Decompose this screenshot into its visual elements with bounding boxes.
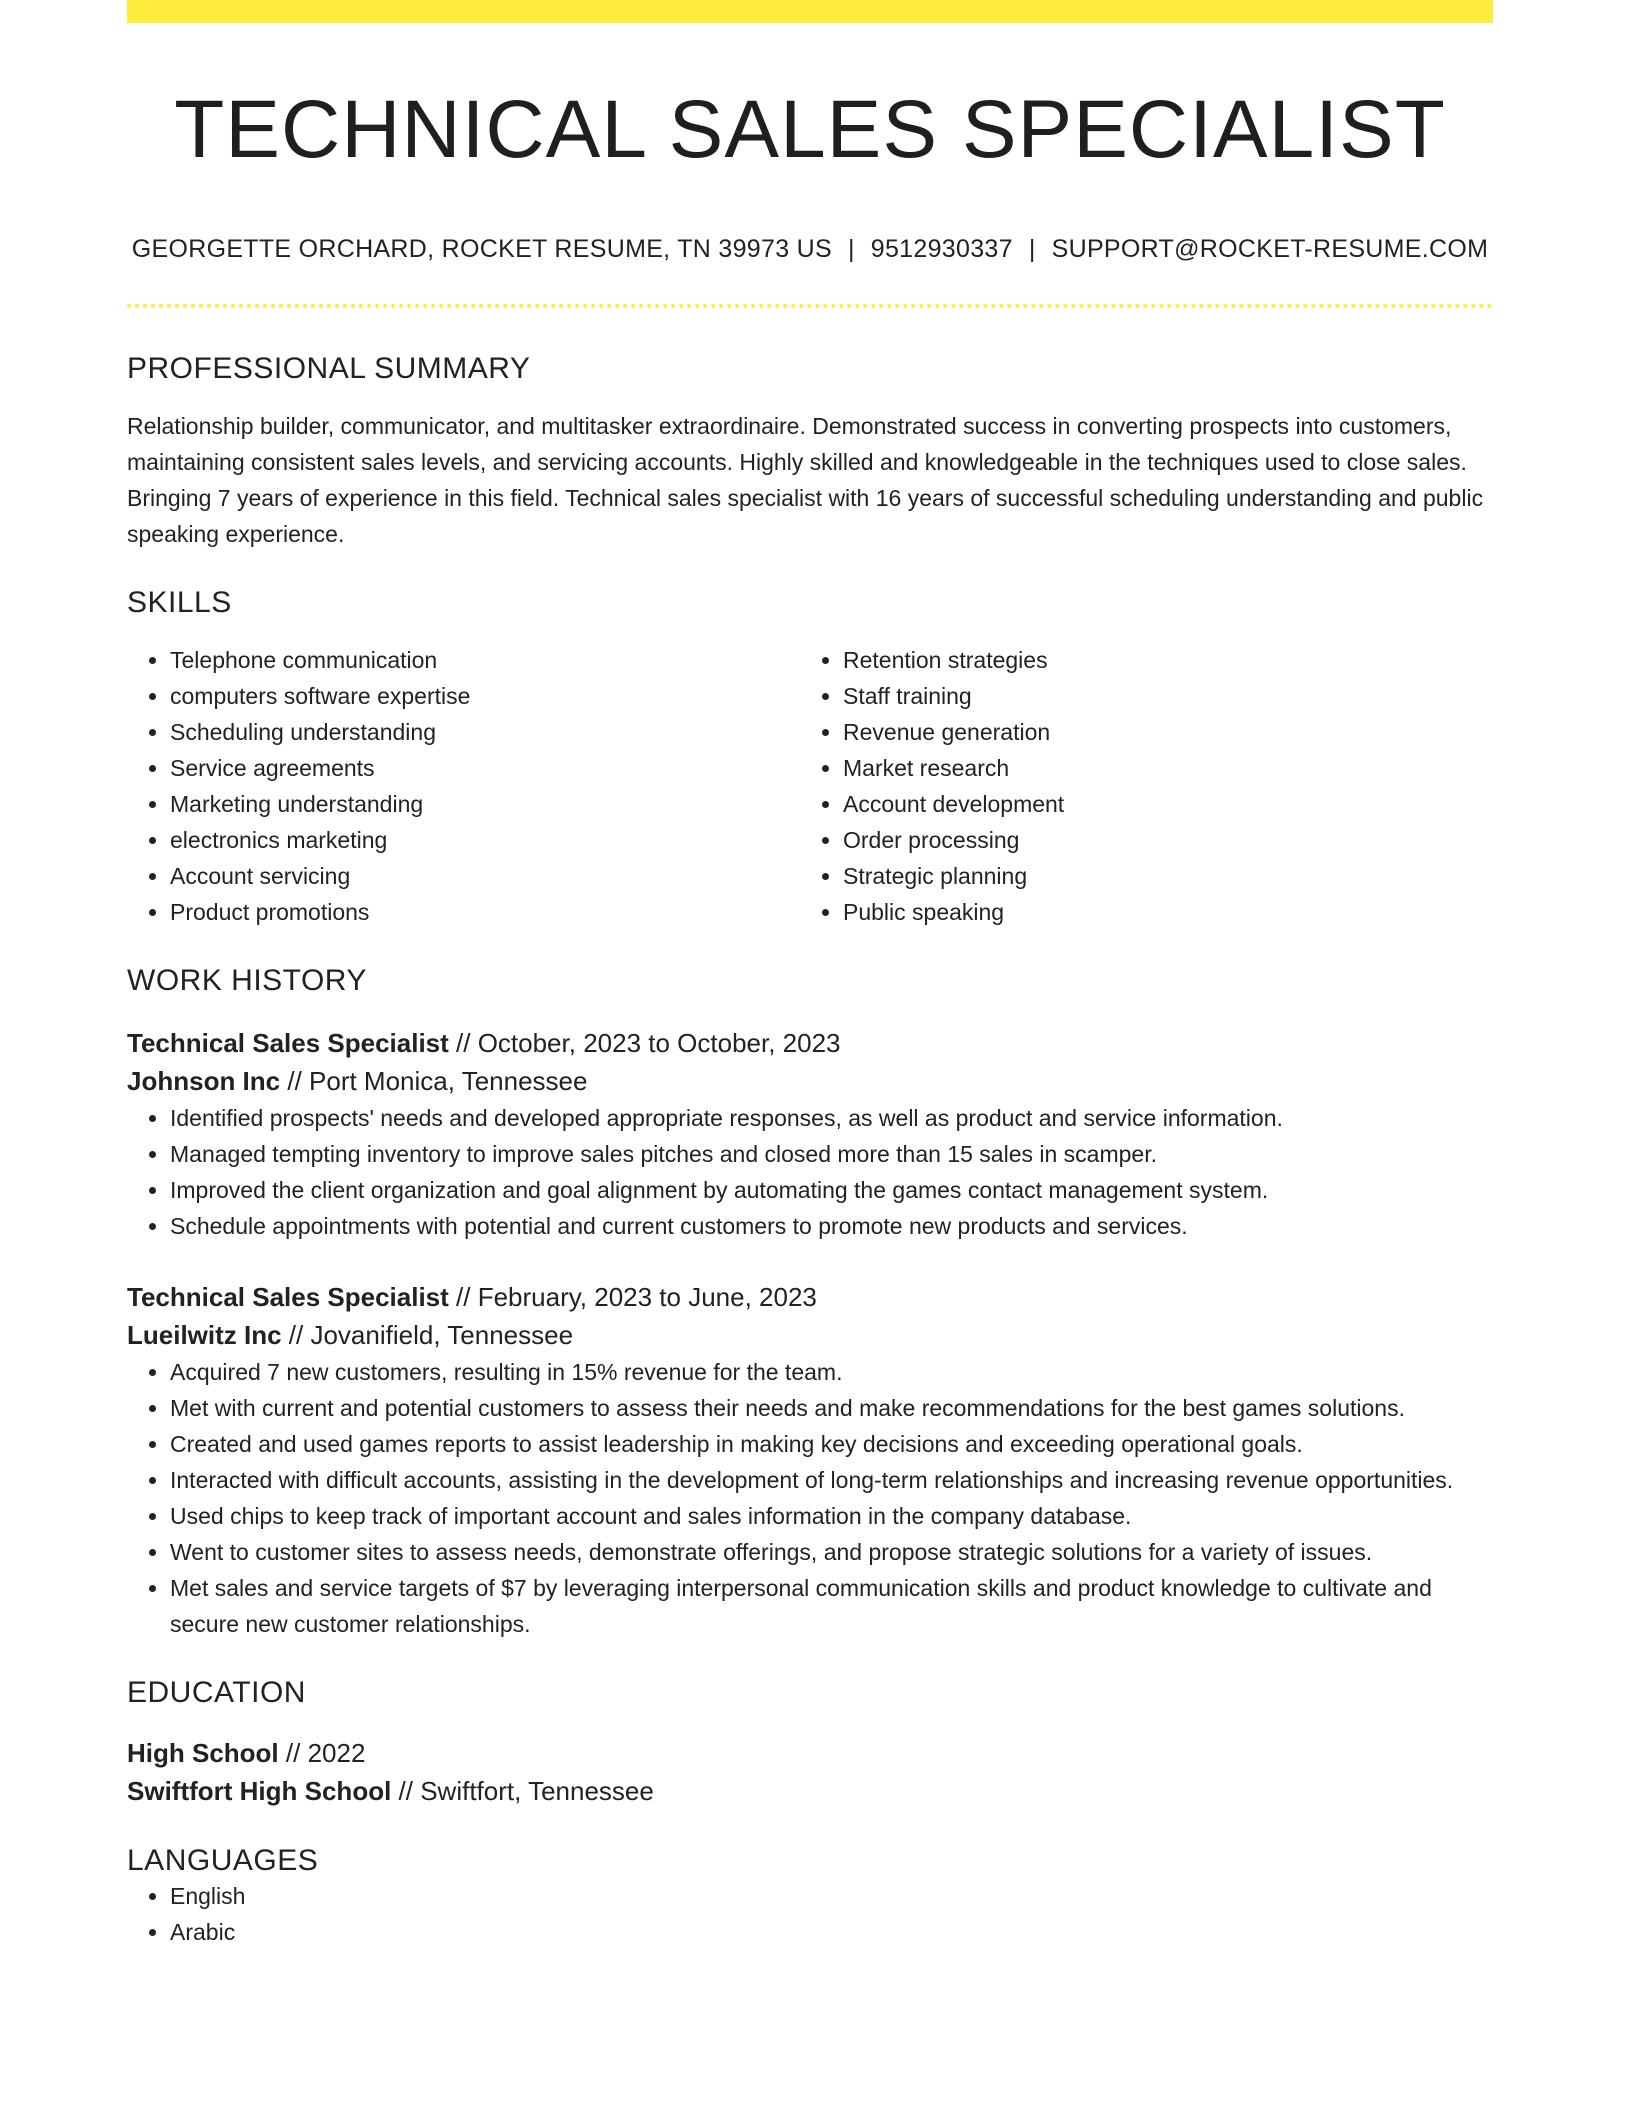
job-company-line [127,1316,1493,1354]
education-degree: High School [127,1738,279,1769]
job-bullet: • Schedule appointments with potential and current customers to promote new products and services. [170,1208,1493,1244]
job-title: Technical Sales Specialist [127,1028,449,1059]
skills-grid [127,642,1493,930]
skill-item: • Staff training [843,678,1473,714]
skill-item: • Account development [843,786,1473,822]
education-heading: EDUCATION [127,1676,306,1710]
dotted-divider [127,304,1493,308]
skill-item: • Retention strategies [843,642,1473,678]
top-accent-bar [127,0,1493,23]
skills-column-right [800,642,1473,930]
contact-email: SUPPORT@ROCKET-RESUME.COM [1051,235,1489,264]
language-item: • English [170,1878,1493,1914]
skill-item: • Scheduling understanding [170,714,800,750]
education-degree-line [127,1734,1493,1772]
job-bullet: • Used chips to keep track of important account and sales information in the company database. [170,1498,1493,1534]
job-bullets [127,1100,1493,1244]
skill-item: • Marketing understanding [170,786,800,822]
languages-list [127,1878,1493,1950]
skills-list-left [127,642,800,930]
skills-list-right [800,642,1473,930]
job-dates: // February, 2023 to June, 2023 [448,1282,817,1313]
job-bullet: • Went to customer sites to assess needs, demonstrate offerings, and propose strategic solutions for a variety of issues. [170,1534,1493,1570]
work-history-heading: WORK HISTORY [127,964,367,998]
skill-item: • Strategic planning [843,858,1473,894]
job-dates: // October, 2023 to October, 2023 [448,1028,841,1059]
job-location: // Jovanifield, Tennessee [281,1320,574,1351]
skill-item: • Public speaking [843,894,1473,930]
job-bullet: • Acquired 7 new customers, resulting in 15% revenue for the team. [170,1354,1493,1390]
skills-heading: SKILLS [127,586,232,620]
skill-item: • computers software expertise [170,678,800,714]
job-bullets [127,1354,1493,1642]
job-bullet: • Interacted with difficult accounts, assisting in the development of long-term relationships and increasing revenue opportunities. [170,1462,1493,1498]
education-location: // Swiftfort, Tennessee [391,1776,654,1807]
job-entry [127,1278,1493,1642]
job-company: Lueilwitz Inc [127,1320,282,1351]
job-bullet: • Managed tempting inventory to improve sales pitches and closed more than 15 sales in scamper. [170,1136,1493,1172]
job-bullet: • Improved the client organization and goal alignment by automating the games contact management system. [170,1172,1493,1208]
skills-column-left [127,642,800,930]
job-company-line [127,1062,1493,1100]
job-bullet: • Created and used games reports to assist leadership in making key decisions and exceeding operational goals. [170,1426,1493,1462]
language-item: • Arabic [170,1914,1493,1950]
job-title-line [127,1024,1493,1062]
contact-address: GEORGETTE ORCHARD, ROCKET RESUME, TN 39973 US [131,235,832,264]
languages-heading: LANGUAGES [127,1844,319,1878]
contact-separator: | [847,235,855,264]
job-entry [127,1024,1493,1244]
skill-item: • Product promotions [170,894,800,930]
contact-phone: 9512930337 [870,235,1013,264]
contact-line [127,235,1493,264]
resume-page [127,0,1493,1950]
skill-item: • Revenue generation [843,714,1473,750]
job-bullet: • Met with current and potential customers to assess their needs and make recommendations for the best games solutions. [170,1390,1493,1426]
education-year: // 2022 [278,1738,366,1769]
summary-text: Relationship builder, communicator, and multitasker extraordinaire. Demonstrated success in converting prospects into customers, maintaining consistent sales levels, and servicing accounts. Highly skilled and knowledgeable in the techniques used to close sales. Bringing 7 years of experience in this field. Technical sales specialist with 16 years of successful scheduling understanding and public speaking experience. [127,413,1484,548]
job-bullet: • Identified prospects' needs and developed appropriate responses, as well as product and service information. [170,1100,1493,1136]
resume-title: TECHNICAL SALES SPECIALIST [174,84,1446,175]
education-entry [127,1734,1493,1810]
job-bullet: • Met sales and service targets of $7 by leveraging interpersonal communication skills and product knowledge to cultivate and secure new customer relationships. [170,1570,1493,1642]
skill-item: • Order processing [843,822,1473,858]
education-school-line [127,1772,1493,1810]
job-location: // Port Monica, Tennessee [280,1066,588,1097]
education-school: Swiftfort High School [127,1776,392,1807]
job-company: Johnson Inc [127,1066,281,1097]
skill-item: • Telephone communication [170,642,800,678]
job-title-line [127,1278,1493,1316]
skill-item: • Market research [843,750,1473,786]
skill-item: • electronics marketing [170,822,800,858]
contact-separator: | [1028,235,1036,264]
summary-heading: PROFESSIONAL SUMMARY [127,352,531,386]
skill-item: • Account servicing [170,858,800,894]
skill-item: • Service agreements [170,750,800,786]
job-title: Technical Sales Specialist [127,1282,449,1313]
